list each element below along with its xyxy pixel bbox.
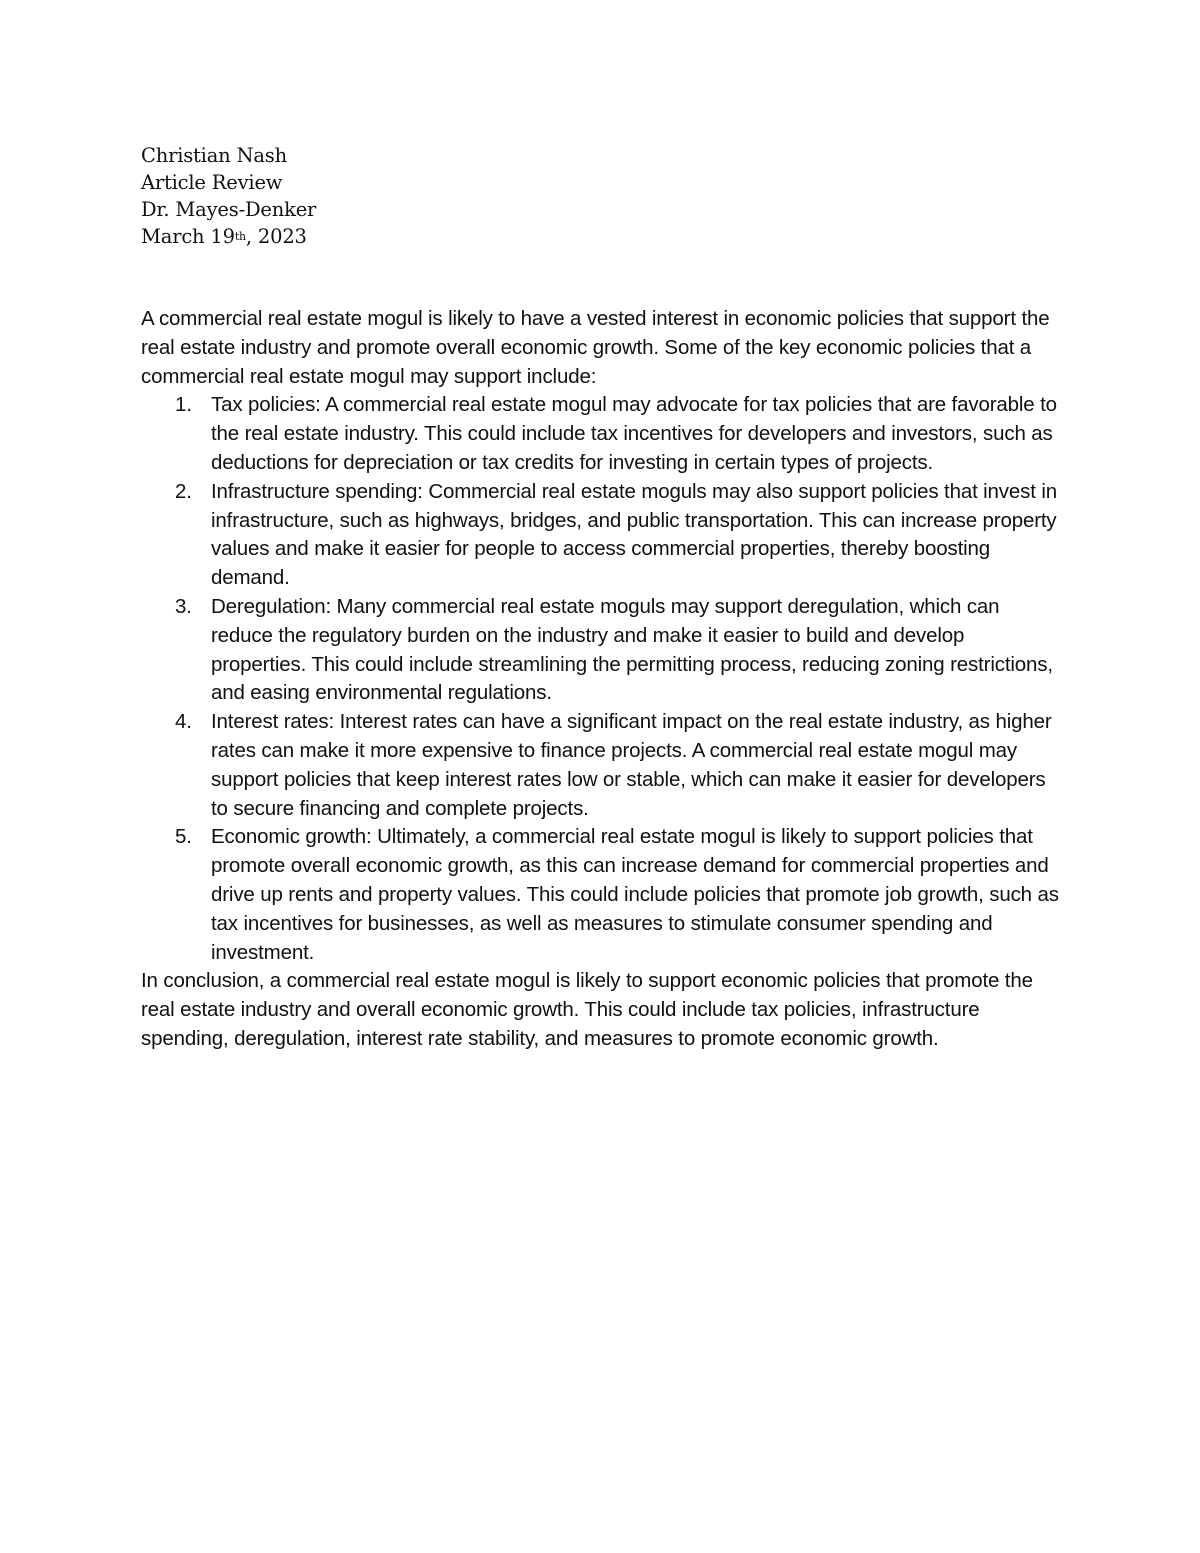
list-item bbox=[141, 478, 1061, 593]
list-number: 2. bbox=[175, 479, 192, 503]
list-item-text: Economic growth: Ultimately, a commercial real estate mogul is likely to support policies that promote overall economic growth, as this can increase demand for commercial properties and drive up rents and property values. This could include policies that promote job growth, such as tax incentives for businesses, as well as measures to stimulate consumer spending and investment. bbox=[211, 825, 1059, 964]
document-body bbox=[141, 305, 1061, 1054]
date-month-day: March 19 bbox=[141, 225, 235, 248]
intro-paragraph: A commercial real estate mogul is likely to have a vested interest in economic policies that support the real estate industry and promote overall economic growth. Some of the key economic policies that a commercial real estate mogul may support include: bbox=[141, 307, 1050, 388]
list-item-text: Deregulation: Many commercial real estate moguls may support deregulation, which can reduce the regulatory burden on the industry and make it easier to build and develop properties. This could include streamlining the permitting process, reducing zoning restrictions, and easing environmental regulations. bbox=[211, 594, 1053, 705]
instructor-name: Dr. Mayes-Denker bbox=[141, 198, 317, 221]
document-type: Article Review bbox=[141, 171, 283, 194]
list-item bbox=[141, 823, 1061, 967]
date-year: , 2023 bbox=[245, 225, 307, 248]
list-number: 3. bbox=[175, 594, 192, 618]
list-number: 5. bbox=[175, 825, 192, 849]
policy-list bbox=[141, 391, 1061, 967]
document-date bbox=[141, 223, 316, 250]
list-item-text: Interest rates: Interest rates can have a significant impact on the real estate industry, as higher rates can make it more expensive to finance projects. A commercial real estate mogul may support policies that keep interest rates low or stable, which can make it easier for developers to secure financing and complete projects. bbox=[211, 710, 1052, 820]
list-number: 4. bbox=[175, 710, 192, 734]
conclusion-paragraph: In conclusion, a commercial real estate mogul is likely to support economic policies that promote the real estate industry and overall economic growth. This could include tax policies, infrastructure spending, deregulation, interest rate stability, and measures to promote economic growth. bbox=[141, 969, 1033, 1050]
author-name: Christian Nash bbox=[141, 144, 287, 167]
list-item-text: Tax policies: A commercial real estate mogul may advocate for tax policies that are favorable to the real estate industry. This could include tax incentives for developers and investors, such as deductions for depreciation or tax credits for investing in certain types of projects. bbox=[211, 393, 1057, 474]
list-item bbox=[141, 708, 1061, 823]
list-item-text: Infrastructure spending: Commercial real estate moguls may also support policies that invest in infrastructure, such as highways, bridges, and public transportation. This can increase property values and make it easier for people to access commercial properties, thereby boosting demand. bbox=[211, 479, 1058, 590]
list-item bbox=[141, 391, 1061, 477]
document-header bbox=[141, 142, 316, 250]
date-suffix: th bbox=[234, 230, 246, 243]
list-item bbox=[141, 593, 1061, 708]
list-number: 1. bbox=[175, 393, 192, 417]
